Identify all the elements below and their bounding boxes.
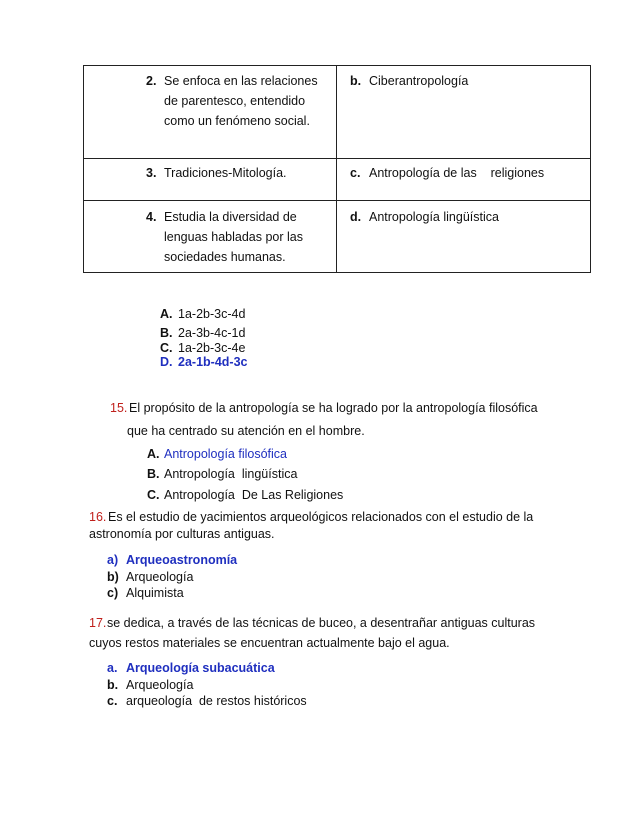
option-text: Alquimista — [126, 586, 184, 600]
question-text: se dedica, a través de las técnicas de buceo, a desentrañar antiguas culturas — [107, 616, 536, 630]
table-row-number: 3. — [146, 166, 157, 180]
table-row-number: 4. — [146, 210, 157, 224]
option-letter: C. — [147, 488, 160, 502]
option-letter-correct: a. — [107, 661, 118, 675]
option-text: Antropología De Las Religiones — [164, 488, 344, 502]
option-text: Arqueología — [126, 678, 194, 692]
option-text-correct: Antropología filosófica — [164, 447, 287, 461]
option-text: 1a-2b-3c-4d — [178, 307, 246, 321]
question-text: El propósito de la antropología se ha logrado por la antropología filosófica — [129, 401, 538, 415]
table-row-description: Tradiciones-Mitología. — [164, 166, 287, 180]
table-row-term: Ciberantropología — [369, 74, 469, 88]
table-row-term: Antropología de las religiones — [369, 166, 545, 180]
question-text: Es el estudio de yacimientos arqueológicos relacionados con el estudio de la — [108, 510, 534, 524]
table-row-term: Antropología lingüística — [369, 210, 499, 224]
option-text: Arqueología — [126, 570, 194, 584]
table-row-divider — [83, 158, 591, 159]
table-row-letter: d. — [350, 210, 362, 224]
table-column-divider — [336, 65, 337, 273]
question-number: 15. — [110, 401, 128, 415]
option-letter: c. — [107, 694, 118, 708]
option-text-correct: 2a-1b-4d-3c — [178, 355, 248, 369]
option-letter: B. — [147, 467, 160, 481]
table-row-description: Se enfoca en las relaciones de parentesco, entendido como un fenómeno social. — [164, 74, 318, 128]
option-letter: A. — [147, 447, 160, 461]
table-row-divider — [83, 200, 591, 201]
option-text: 1a-2b-3c-4e — [178, 341, 246, 355]
option-letter-correct: a) — [107, 553, 119, 567]
question-text: cuyos restos materiales se encuentran actualmente bajo el agua. — [89, 636, 450, 650]
option-text-correct: Arqueoastronomía — [126, 553, 238, 567]
option-text: 2a-3b-4c-1d — [178, 326, 246, 340]
option-letter: b) — [107, 570, 119, 584]
option-text: arqueología de restos históricos — [126, 694, 307, 708]
question-text: astronomía por culturas antiguas. — [89, 527, 275, 541]
question-number: 16. — [89, 510, 107, 524]
table-row-letter: c. — [350, 166, 361, 180]
option-letter: B. — [160, 326, 173, 340]
question-number: 17. — [89, 616, 107, 630]
option-letter: C. — [160, 341, 173, 355]
table-row-letter: b. — [350, 74, 362, 88]
option-letter: b. — [107, 678, 119, 692]
option-text-correct: Arqueología subacuática — [126, 661, 275, 675]
table-row-number: 2. — [146, 74, 157, 88]
table-row-description: Estudia la diversidad de lenguas habladas por las sociedades humanas. — [164, 210, 303, 264]
question-text: que ha centrado su atención en el hombre. — [127, 424, 365, 438]
option-letter-correct: D. — [160, 355, 173, 369]
option-letter: c) — [107, 586, 119, 600]
option-text: Antropología lingüística — [164, 467, 298, 481]
option-letter: A. — [160, 307, 173, 321]
